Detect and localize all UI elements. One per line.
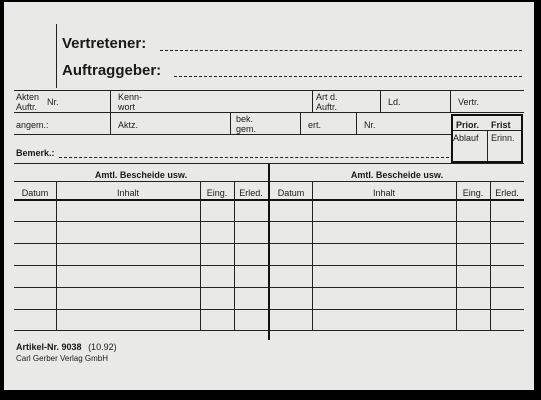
row1-sep-4 <box>450 90 451 112</box>
entry-row[interactable] <box>14 287 524 288</box>
bemerk-line[interactable] <box>59 157 449 158</box>
kennwort-label-2: wort <box>118 102 136 112</box>
article-label: Artikel-Nr. 9038 <box>16 342 82 352</box>
representative-line[interactable] <box>160 50 522 51</box>
row1-top-line <box>14 90 524 91</box>
left-col-eing: Eing. <box>206 188 228 198</box>
right-col-erled: Erled. <box>495 188 519 198</box>
kennwort-label: Kenn- <box>118 92 143 102</box>
gem-label: gem. <box>236 124 257 134</box>
auftr-label: Auftr. <box>16 102 38 112</box>
right-col-eing: Eing. <box>462 188 484 198</box>
left-col-inhalt: Inhalt <box>116 188 140 198</box>
article-version: (10.92) <box>88 342 117 352</box>
vertr-label: Vertr. <box>458 97 480 107</box>
representative-label: Vertretener: <box>62 35 147 52</box>
right-col-datum: Datum <box>277 188 305 198</box>
article-number <box>16 342 117 352</box>
row2-sep-1 <box>110 112 111 134</box>
right-col-inhalt: Inhalt <box>372 188 396 198</box>
form-card <box>4 2 534 390</box>
row2-bottom-line <box>14 134 451 135</box>
entry-row[interactable] <box>14 330 524 331</box>
angem-label: angem.: <box>16 120 49 130</box>
row1-sep-3 <box>380 90 381 112</box>
frist-label: Frist <box>491 120 511 130</box>
left-section-title: Amtl. Bescheide usw. <box>94 170 188 180</box>
bemerk-label: Bemerk.: <box>16 148 55 158</box>
prior-label: Prior. <box>456 120 480 130</box>
header-left-border <box>56 24 57 88</box>
left-col-datum: Datum <box>21 188 49 198</box>
art-auftr-label: Art d. <box>316 92 338 102</box>
row1-sep-2 <box>312 90 313 112</box>
row2-sep-3 <box>300 112 301 134</box>
row2-top-line <box>14 112 524 113</box>
entry-row[interactable] <box>14 243 524 244</box>
client-label: Auftraggeber: <box>62 62 162 79</box>
row2-sep-4 <box>356 112 357 134</box>
right-section-title: Amtl. Bescheide usw. <box>350 170 444 180</box>
ert-label: ert. <box>308 120 322 130</box>
art-auftr-label-2: Auftr. <box>316 102 338 112</box>
prior-box-vsep <box>487 130 488 161</box>
nr-label-row1: Nr. <box>47 97 59 107</box>
ld-label: Ld. <box>388 97 401 107</box>
publisher: Carl Gerber Verlag GmbH <box>16 354 109 363</box>
entry-row[interactable] <box>14 221 524 222</box>
left-col-erled: Erled. <box>239 188 263 198</box>
akten-label: Akten <box>16 92 40 102</box>
row1-sep-1 <box>110 90 111 112</box>
aktz-label: Aktz. <box>118 120 139 130</box>
nr-label-row2: Nr. <box>364 120 376 130</box>
columns-top-line <box>14 181 524 182</box>
erinn-label: Erinn. <box>491 133 515 143</box>
ablauf-label: Ablauf <box>453 133 479 143</box>
columns-bottom-line <box>14 199 524 201</box>
client-line[interactable] <box>174 76 522 77</box>
bek-label: bek. <box>236 114 254 124</box>
entry-row[interactable] <box>14 309 524 310</box>
row2-sep-2 <box>230 112 231 134</box>
entry-row[interactable] <box>14 265 524 266</box>
